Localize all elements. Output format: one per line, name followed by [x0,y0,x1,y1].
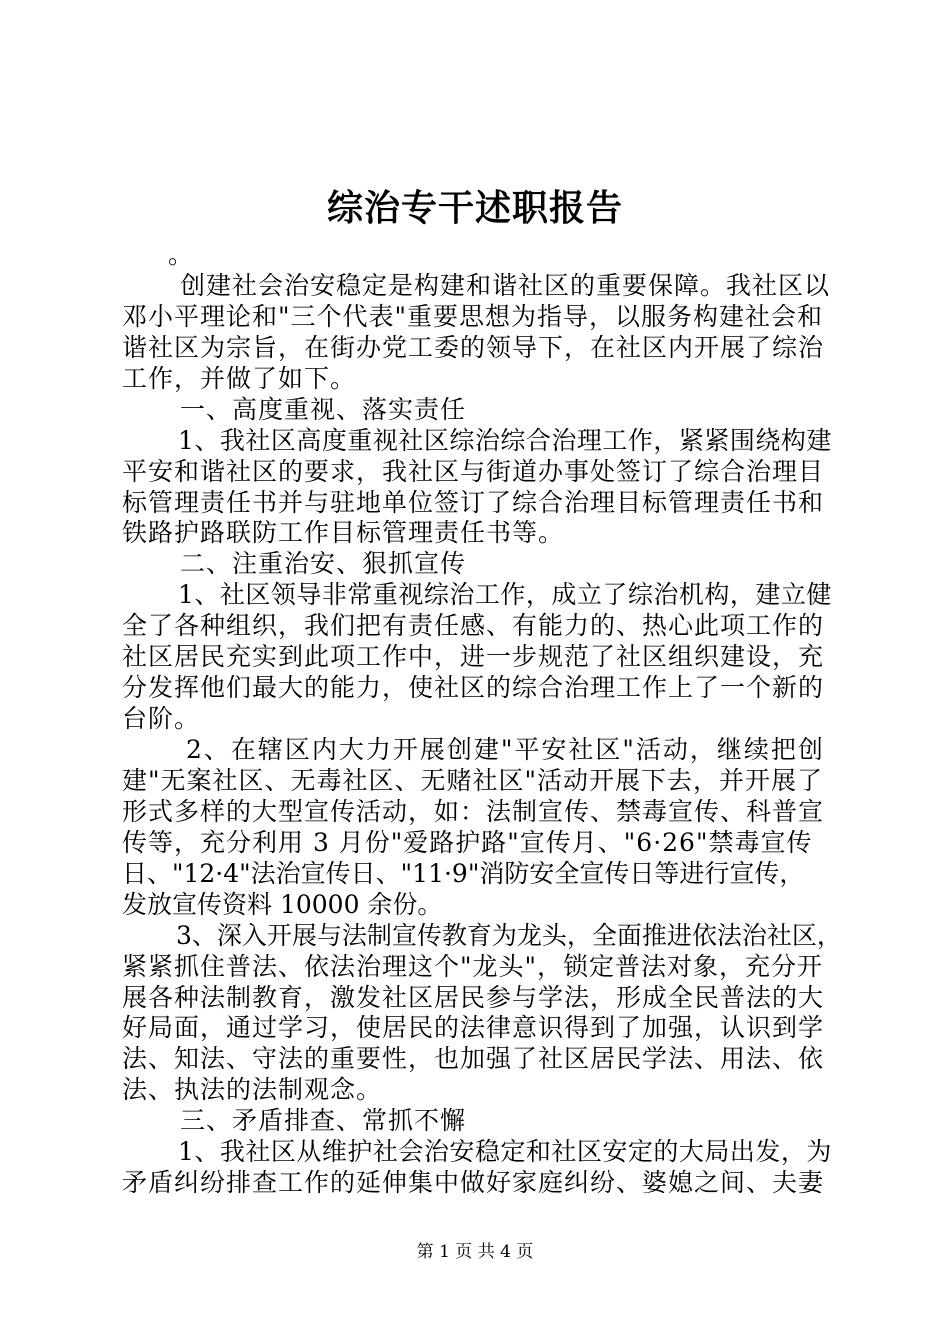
body-line: 标管理责任书并与驻地单位签订了综合治理目标管理责任书和 [122,487,825,517]
body-line: 工作，并做了如下。 [122,363,357,393]
body-line: 1、我社区高度重视社区综治综合治理工作，紧紧围绕构建 [178,425,832,455]
body-line: 紧紧抓住普法、依法治理这个"龙头"，锁定普法对象，充分开 [122,951,824,981]
body-line: 一、高度重视、落实责任 [180,394,467,424]
body-line: 创建社会治安稳定是构建和谐社区的重要保障。我社区以 [180,270,831,300]
body-line: 建"无案社区、无毒社区、无赌社区"活动开展下去，并开展了 [122,765,824,795]
body-line: 好局面，通过学习，使居民的法律意识得到了加强，认识到学 [122,1013,825,1043]
body-line: 展各种法制教育，激发社区居民参与学法，形成全民普法的大 [122,982,825,1012]
body-line: 谐社区为宗旨，在街办党工委的领导下，在社区内开展了综治 [122,332,825,362]
body-line: 二、注重治安、狠抓宣传 [180,549,467,579]
body-line: 平安和谐社区的要求，我社区与街道办事处签订了综合治理目 [122,456,825,486]
body-line: 台阶。 [122,704,201,734]
body-line: 矛盾纠纷排查工作的延伸集中做好家庭纠纷、婆媳之间、夫妻 [122,1168,825,1198]
body-line: 传等，充分利用 3 月份"爱路护路"宣传月、"6·26"禁毒宣传 [122,827,813,857]
body-line: 2、在辖区内大力开展创建"平安社区"活动，继续把创 [186,735,825,764]
body-line: 1、社区领导非常重视综治工作，成立了综治机构，建立健 [178,580,832,610]
body-line: 日、"12·4"法治宣传日、"11·9"消防安全宣传日等进行宣传， [122,858,805,888]
body-line: 形式多样的大型宣传活动，如：法制宣传、禁毒宣传、科普宣 [122,796,825,826]
body-line: 社区居民充实到此项工作中，进一步规范了社区组织建设，充 [122,642,825,672]
body-line: 三、矛盾排查、常抓不懈 [180,1106,467,1136]
body-line: 分发挥他们最大的能力，使社区的综合治理工作上了一个新的 [122,673,825,703]
document-body [122,240,842,1199]
document-title: 综治专干述职报告 [326,187,623,229]
page-footer: 第 1 页 共 4 页 [416,1242,534,1262]
body-line: 铁路护路联防工作目标管理责任书等。 [122,518,565,548]
body-line: 法、执法的法制观念。 [122,1075,383,1105]
body-line: 邓小平理论和"三个代表"重要思想为指导，以服务构建社会和 [122,301,824,331]
body-line: 3、深入开展与法制宣传教育为龙头，全面推进依法治社区， [176,920,842,950]
body-line: 全了各种组织，我们把有责任感、有能力的、热心此项工作的 [122,611,825,641]
body-line: 法、知法、守法的重要性，也加强了社区居民学法、用法、依 [122,1044,825,1074]
body-line: 1、我社区从维护社会治安稳定和社区安定的大局出发，为 [178,1137,832,1167]
body-line: 。 [168,240,194,269]
body-line: 发放宣传资料 10000 余份。 [122,889,443,919]
